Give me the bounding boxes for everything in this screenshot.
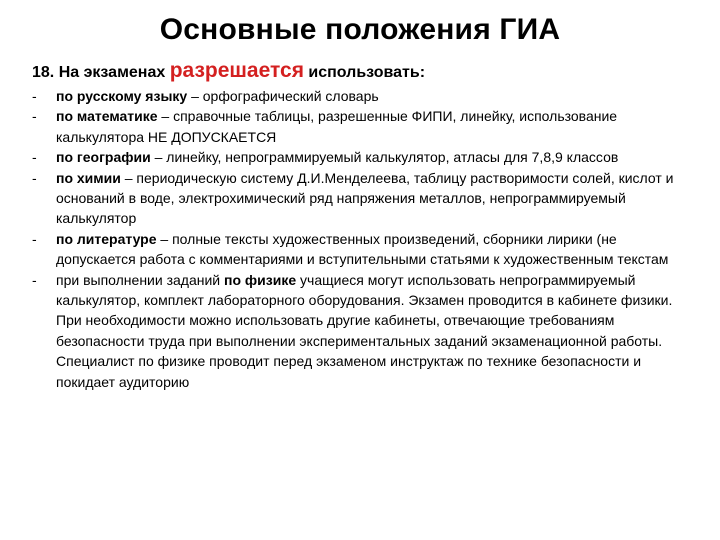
slide-title: Основные положения ГИА: [159, 13, 561, 46]
subject-name: по литературе: [56, 230, 157, 247]
subject-name: по химии: [56, 169, 121, 186]
subject-name: по математике: [56, 108, 158, 125]
section-heading: [32, 58, 425, 86]
list-item-text: [56, 147, 692, 167]
item-description: – полные тексты художественных произведений, сборники лирики (не допускается работа с комментариями и вступительными статьями к художественным текстам: [56, 230, 669, 268]
section-heading-suffix: использовать:: [303, 64, 426, 81]
bullet-dash: -: [32, 230, 37, 247]
bullet-dash: -: [32, 271, 37, 288]
list-item-literature: [32, 229, 692, 270]
list-item-physics: [32, 270, 692, 392]
permitted-items-list: [32, 86, 692, 392]
list-item-russian: [32, 86, 692, 106]
list-item-geography: [32, 147, 692, 167]
bullet-dash: -: [32, 108, 37, 125]
list-item-math: [32, 106, 692, 147]
list-item-text: [56, 106, 692, 147]
bullet-dash: -: [32, 149, 37, 166]
item-intro: при выполнении заданий: [56, 271, 225, 288]
subject-name: по физике: [224, 271, 297, 288]
list-item-text: [56, 270, 692, 392]
item-description: – периодическую систему Д.И.Менделеева, таблицу растворимости солей, кислот и оснований в воде, электрохимический ряд напряжения металлов, непрограммируемый калькулятор: [56, 169, 674, 227]
item-description: – линейку, непрограммируемый калькулятор, атласы для 7,8,9 классов: [150, 149, 619, 166]
section-heading-prefix: 18. На экзаменах: [32, 64, 170, 81]
list-item-text: [56, 229, 692, 270]
item-description: учащиеся могут использовать непрограммируемый калькулятор, комплект лабораторного оборудования. Экзамен проводится в кабинете физики. При необходимости можно использовать другие кабинеты, отвечающие требованиям безопасности труда при выполнении экспериментальных заданий экзаменационной работы. Специалист по физике проводит перед экзаменом инструктаж по технике безопасности и покидает аудиторию: [56, 271, 673, 390]
section-heading-accent: разрешается: [169, 59, 304, 82]
item-description: – орфографический словарь: [187, 88, 379, 104]
subject-name: по русскому языку: [56, 88, 188, 104]
bullet-dash: -: [32, 88, 37, 104]
bullet-dash: -: [32, 169, 37, 186]
item-description: – справочные таблицы, разрешенные ФИПИ, линейку, использование калькулятора НЕ ДОПУСКАЕТСЯ: [56, 108, 618, 145]
list-item-text: [56, 168, 692, 229]
list-item-text: [56, 86, 692, 106]
subject-name: по географии: [56, 149, 151, 166]
list-item-chemistry: [32, 168, 692, 229]
